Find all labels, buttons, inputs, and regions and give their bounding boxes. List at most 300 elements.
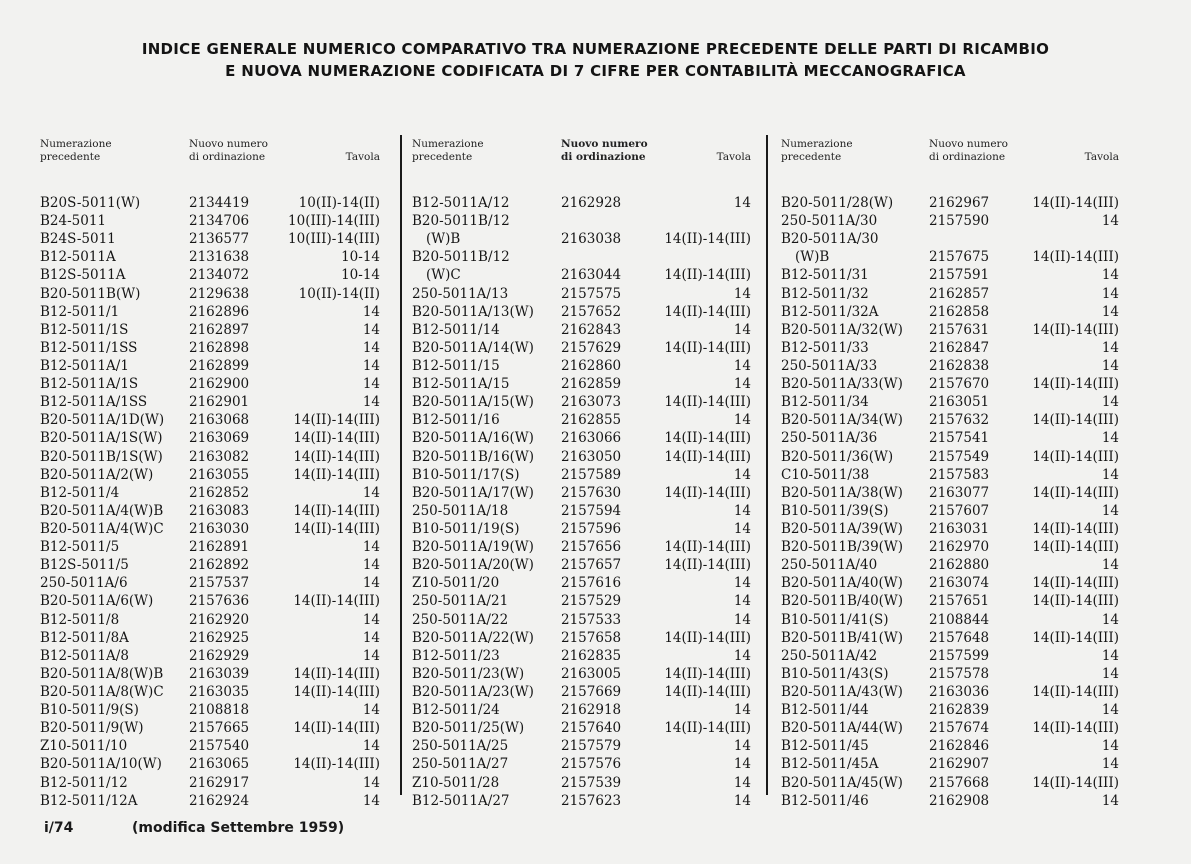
tavola-reference: 10-14: [341, 267, 380, 284]
table-row: [412, 375, 751, 393]
table-row: [40, 466, 380, 484]
table-row: [412, 212, 751, 230]
new-order-number: 2157589: [561, 466, 622, 483]
old-part-number: B20-5011A/4(W)B: [40, 502, 164, 519]
tavola-reference: 14(II)-14(III): [1032, 629, 1119, 646]
table-row: [412, 574, 751, 592]
old-part-number: 250-5011A/13: [412, 285, 509, 302]
table-row: [412, 448, 751, 466]
old-part-number: B20-5011/9(W): [40, 720, 144, 737]
table-row: [412, 556, 751, 574]
new-order-number: 2162892: [189, 557, 250, 574]
tavola-reference: 14: [362, 557, 380, 574]
tavola-reference: 14: [1101, 502, 1119, 519]
index-rows: [781, 194, 1119, 810]
new-order-number: 2157656: [561, 539, 622, 556]
old-part-number: B12-5011/46: [781, 792, 869, 809]
new-order-number: 2162859: [561, 376, 622, 393]
tavola-reference: 14(II)-14(III): [1032, 683, 1119, 700]
revision-note: (modifica Settembre 1959): [132, 820, 345, 836]
old-part-number: 250-5011A/18: [412, 502, 509, 519]
tavola-reference: 14(II)-14(III): [664, 303, 751, 320]
tavola-reference: 14: [733, 502, 751, 519]
tavola-reference: 14(II)-14(III): [664, 448, 751, 465]
tavola-reference: 14: [1101, 267, 1119, 284]
old-part-number: B10-5011/41(S): [781, 611, 889, 628]
table-row: [40, 266, 380, 284]
header-new-number: Nuovo numero di ordinazione: [561, 138, 648, 163]
tavola-reference: 14(II)-14(III): [293, 520, 380, 537]
index-column-3: [781, 138, 1119, 810]
old-part-number: B12-5011/4: [40, 484, 120, 501]
table-row: [781, 737, 1119, 755]
table-row: [40, 194, 380, 212]
tavola-reference: 14(II)-14(III): [664, 430, 751, 447]
tavola-reference: 14(II)-14(III): [293, 502, 380, 519]
tavola-reference: 14: [1101, 647, 1119, 664]
old-part-number: B10-5011/9(S): [40, 702, 139, 719]
new-order-number: 2162838: [929, 357, 990, 374]
new-order-number: 2157590: [929, 213, 990, 230]
tavola-reference: 14: [1101, 466, 1119, 483]
table-row: [781, 755, 1119, 773]
table-row: [412, 701, 751, 719]
new-order-number: 2157665: [189, 720, 250, 737]
header-new-number: Nuovo numero di ordinazione: [929, 138, 1008, 163]
table-row: [40, 411, 380, 429]
new-order-number: 2163035: [189, 683, 250, 700]
old-part-number: B12-5011/24: [412, 702, 500, 719]
old-part-number: B12-5011A/1: [40, 357, 129, 374]
table-row: [412, 629, 751, 647]
tavola-reference: 14(II)-14(III): [1032, 195, 1119, 211]
tavola-reference: 14(II)-14(III): [293, 593, 380, 610]
index-rows: [412, 194, 751, 810]
old-part-number: B20-5011A/1D(W): [40, 412, 165, 429]
table-row: [781, 321, 1119, 339]
new-order-number: 2162846: [929, 738, 990, 755]
new-order-number: 2163030: [189, 520, 250, 537]
new-order-number: 2163073: [561, 394, 622, 411]
table-row: [40, 303, 380, 321]
old-part-number: 250-5011A/42: [781, 647, 878, 664]
new-order-number: 2136577: [189, 231, 250, 248]
tavola-reference: 14(II)-14(III): [1032, 484, 1119, 501]
table-row: [781, 285, 1119, 303]
tavola-reference: 14(II)-14(III): [1032, 376, 1119, 393]
table-row: [781, 339, 1119, 357]
table-row: [40, 755, 380, 773]
new-order-number: 2162855: [561, 412, 622, 429]
table-row: [781, 194, 1119, 212]
new-order-number: 2163005: [561, 665, 622, 682]
tavola-reference: 10(III)-14(III): [288, 213, 380, 230]
tavola-reference: 14: [733, 756, 751, 773]
old-part-number: B20-5011A/17(W): [412, 484, 534, 501]
table-row: [40, 357, 380, 375]
old-part-number: B12-5011/31: [781, 267, 869, 284]
old-part-number: B12S-5011A: [40, 267, 126, 284]
old-part-number: B10-5011/39(S): [781, 502, 889, 519]
new-order-number: 2163082: [189, 448, 250, 465]
table-row: [781, 574, 1119, 592]
old-part-number: 250-5011A/40: [781, 557, 878, 574]
tavola-reference: 14(II)-14(III): [1032, 249, 1119, 266]
tavola-reference: 14: [1101, 213, 1119, 230]
old-part-number: B20-5011A/20(W): [412, 557, 534, 574]
tavola-reference: 14: [733, 412, 751, 429]
new-order-number: 2157616: [561, 575, 622, 592]
tavola-reference: 14(II)-14(III): [664, 629, 751, 646]
tavola-reference: 14: [1101, 702, 1119, 719]
tavola-reference: 14(II)-14(III): [664, 339, 751, 356]
table-row: [781, 774, 1119, 792]
old-part-number: B20-5011/36(W): [781, 448, 894, 465]
old-part-number: B12-5011/23: [412, 647, 500, 664]
tavola-reference: 14(II)-14(III): [664, 683, 751, 700]
old-part-number: B20-5011A/40(W): [781, 575, 903, 592]
old-part-number: B20-5011B(W): [40, 285, 141, 302]
tavola-reference: 14: [733, 647, 751, 664]
table-row: [412, 683, 751, 701]
old-part-number: B10-5011/19(S): [412, 520, 520, 537]
tavola-reference: 14: [362, 339, 380, 356]
new-order-number: 2157579: [561, 738, 622, 755]
new-order-number: 2157607: [929, 502, 990, 519]
new-order-number: 2162907: [929, 756, 990, 773]
new-order-number: 2163069: [189, 430, 250, 447]
tavola-reference: 14: [362, 629, 380, 646]
old-part-number: B12-5011/1: [40, 303, 120, 320]
old-part-number: 250-5011A/33: [781, 357, 878, 374]
tavola-reference: 14(II)-14(III): [664, 231, 751, 248]
old-part-number: B20-5011A/34(W): [781, 412, 903, 429]
tavola-reference: 14: [362, 774, 380, 791]
old-part-number: B20-5011A/8(W)C: [40, 683, 164, 700]
old-part-number: B24S-5011: [40, 231, 116, 248]
new-order-number: 2157674: [929, 720, 990, 737]
new-order-number: 2163051: [929, 394, 990, 411]
new-order-number: 2163065: [189, 756, 250, 773]
tavola-reference: 14: [1101, 738, 1119, 755]
tavola-reference: 14(II)-14(III): [293, 430, 380, 447]
old-part-number: B20-5011/25(W): [412, 720, 525, 737]
new-order-number: 2157576: [561, 756, 622, 773]
old-part-number: B20-5011A/23(W): [412, 683, 534, 700]
new-order-number: 2108844: [929, 611, 990, 628]
table-row: [412, 792, 751, 810]
table-row: [412, 411, 751, 429]
tavola-reference: 14: [1101, 430, 1119, 447]
table-row: [40, 592, 380, 610]
tavola-reference: 14: [733, 738, 751, 755]
tavola-reference: 14(II)-14(III): [664, 720, 751, 737]
tavola-reference: 14: [362, 357, 380, 374]
old-part-number: 250-5011A/21: [412, 593, 509, 610]
old-part-number: B10-5011/43(S): [781, 665, 889, 682]
tavola-reference: 14(II)-14(III): [1032, 774, 1119, 791]
table-row: [412, 466, 751, 484]
old-part-number: B12-5011/5: [40, 539, 120, 556]
table-row: [412, 737, 751, 755]
table-row: [412, 755, 751, 773]
table-row: [40, 538, 380, 556]
tavola-reference: 14(II)-14(III): [1032, 720, 1119, 737]
header-tavola: Tavola: [716, 151, 751, 163]
old-part-number: B20-5011B/40(W): [781, 593, 904, 610]
table-row: [781, 429, 1119, 447]
new-order-number: 2163031: [929, 520, 990, 537]
table-row: [40, 556, 380, 574]
tavola-reference: 14(II)-14(III): [1032, 520, 1119, 537]
new-order-number: 2163066: [561, 430, 622, 447]
new-order-number: 2162899: [189, 357, 250, 374]
table-row: [781, 647, 1119, 665]
table-row: [40, 647, 380, 665]
table-row: [781, 393, 1119, 411]
old-part-number: B20-5011/23(W): [412, 665, 525, 682]
old-part-number: 250-5011A/27: [412, 756, 509, 773]
old-part-number: B12-5011/8: [40, 611, 120, 628]
old-part-number: B12-5011/16: [412, 412, 500, 429]
new-order-number: 2162880: [929, 557, 990, 574]
old-part-number: B20-5011A/13(W): [412, 303, 534, 320]
new-order-number: 2157583: [929, 466, 990, 483]
tavola-reference: 14(II)-14(III): [664, 394, 751, 411]
new-order-number: 2163083: [189, 502, 250, 519]
tavola-reference: 10(III)-14(III): [288, 231, 380, 248]
table-row: [40, 429, 380, 447]
new-order-number: 2162924: [189, 792, 250, 809]
tavola-reference: 14: [733, 466, 751, 483]
table-row: [40, 484, 380, 502]
new-order-number: 2157629: [561, 339, 622, 356]
table-row: [40, 611, 380, 629]
tavola-reference: 14: [362, 484, 380, 501]
tavola-reference: 14(II)-14(III): [664, 665, 751, 682]
old-part-number: B20-5011A/6(W): [40, 593, 154, 610]
new-order-number: 2157651: [929, 593, 990, 610]
new-order-number: 2162891: [189, 539, 250, 556]
new-order-number: 2134706: [189, 213, 250, 230]
old-part-number: B20-5011B/41(W): [781, 629, 904, 646]
old-part-number: B20-5011A/19(W): [412, 539, 534, 556]
new-order-number: 2162970: [929, 539, 990, 556]
tavola-reference: 14(II)-14(III): [1032, 575, 1119, 592]
old-part-number: B20-5011A/32(W): [781, 321, 903, 338]
table-row: [781, 719, 1119, 737]
new-order-number: 2157657: [561, 557, 622, 574]
tavola-reference: 14: [733, 357, 751, 374]
table-row: [40, 683, 380, 701]
new-order-number: 2157636: [189, 593, 250, 610]
tavola-reference: 14(II)-14(III): [293, 756, 380, 773]
new-order-number: 2157537: [189, 575, 250, 592]
new-order-number: 2157591: [929, 267, 990, 284]
column-header: [412, 138, 751, 194]
table-row: [781, 448, 1119, 466]
table-row: [781, 466, 1119, 484]
new-order-number: 2163077: [929, 484, 990, 501]
old-part-number: B20-5011B/16(W): [412, 448, 535, 465]
new-order-number: 2157670: [929, 376, 990, 393]
tavola-reference: 14: [733, 376, 751, 393]
old-part-number: B20-5011A/14(W): [412, 339, 534, 356]
old-part-number: B20-5011A/30: [781, 231, 879, 248]
old-part-number: B20-5011A/2(W): [40, 466, 154, 483]
table-row: [412, 502, 751, 520]
old-part-number: B12-5011A/12: [412, 195, 510, 211]
table-row: [412, 285, 751, 303]
table-row: [40, 230, 380, 248]
tavola-reference: 10(II)-14(II): [298, 195, 380, 211]
header-old-number: Numerazione precedente: [781, 138, 853, 163]
table-row: [40, 701, 380, 719]
old-part-number: B20-5011A/45(W): [781, 774, 903, 791]
tavola-reference: 14: [362, 611, 380, 628]
old-part-number: 250-5011A/6: [40, 575, 128, 592]
tavola-reference: 14: [362, 738, 380, 755]
old-part-number: B12-5011/12A: [40, 792, 138, 809]
table-row: [412, 774, 751, 792]
old-part-number: B20-5011A/44(W): [781, 720, 903, 737]
table-row: [781, 248, 1119, 266]
old-part-number: B12-5011A/15: [412, 376, 510, 393]
tavola-reference: 14: [362, 539, 380, 556]
table-row: [40, 574, 380, 592]
new-order-number: 2162929: [189, 647, 250, 664]
new-order-number: 2157599: [929, 647, 990, 664]
table-row: [781, 212, 1119, 230]
index-column-1: [40, 138, 380, 810]
tavola-reference: 14(II)-14(III): [1032, 412, 1119, 429]
new-order-number: 2163074: [929, 575, 990, 592]
tavola-reference: 14(II)-14(III): [293, 466, 380, 483]
old-part-number: B20-5011A/38(W): [781, 484, 903, 501]
table-row: [40, 321, 380, 339]
new-order-number: 2162897: [189, 321, 250, 338]
table-row: [40, 502, 380, 520]
table-row: [781, 266, 1119, 284]
tavola-reference: 14: [733, 285, 751, 302]
table-row: [412, 194, 751, 212]
tavola-reference: 14(II)-14(III): [1032, 539, 1119, 556]
new-order-number: 2162920: [189, 611, 250, 628]
table-row: [40, 339, 380, 357]
old-part-number: 250-5011A/25: [412, 738, 509, 755]
new-order-number: 2157529: [561, 593, 622, 610]
old-part-number: B20-5011A/8(W)B: [40, 665, 164, 682]
new-order-number: 2162847: [929, 339, 990, 356]
tavola-reference: 14: [1101, 792, 1119, 809]
table-row: [781, 230, 1119, 248]
old-part-number: B12-5011/45: [781, 738, 869, 755]
tavola-reference: 10-14: [341, 249, 380, 266]
table-row: [40, 375, 380, 393]
table-row: [40, 393, 380, 411]
new-order-number: 2131638: [189, 249, 250, 266]
old-part-number: C10-5011/38: [781, 466, 870, 483]
tavola-reference: 14: [362, 321, 380, 338]
table-row: [412, 339, 751, 357]
new-order-number: 2162896: [189, 303, 250, 320]
tavola-reference: 10(II)-14(II): [298, 285, 380, 302]
old-part-number: 250-5011A/36: [781, 430, 878, 447]
new-order-number: 2157669: [561, 683, 622, 700]
new-order-number: 2157630: [561, 484, 622, 501]
table-row: [412, 611, 751, 629]
new-order-number: 2162898: [189, 339, 250, 356]
tavola-reference: 14: [362, 303, 380, 320]
tavola-reference: 14: [733, 774, 751, 791]
tavola-reference: 14(II)-14(III): [293, 448, 380, 465]
old-part-number: B20-5011A/15(W): [412, 394, 534, 411]
old-part-number: B20-5011A/4(W)C: [40, 520, 164, 537]
new-order-number: 2163055: [189, 466, 250, 483]
old-part-number: B10-5011/17(S): [412, 466, 520, 483]
table-row: [412, 647, 751, 665]
old-part-number: B12-5011A/27: [412, 792, 510, 809]
table-row: [781, 484, 1119, 502]
new-order-number: 2163044: [561, 267, 622, 284]
table-row: [40, 737, 380, 755]
old-part-number: Z10-5011/20: [412, 575, 500, 592]
column-divider-2: [766, 135, 768, 795]
table-row: [781, 611, 1119, 629]
table-row: [781, 683, 1119, 701]
old-part-number: B20-5011B/12: [412, 249, 510, 266]
table-row: [412, 429, 751, 447]
tavola-reference: 14(II)-14(III): [293, 720, 380, 737]
column-divider-1: [400, 135, 402, 795]
new-order-number: 2162925: [189, 629, 250, 646]
tavola-reference: 14(II)-14(III): [1032, 321, 1119, 338]
table-row: [412, 357, 751, 375]
new-order-number: 2162901: [189, 394, 250, 411]
table-row: [40, 285, 380, 303]
new-order-number: 2162852: [189, 484, 250, 501]
tavola-reference: 14: [362, 394, 380, 411]
new-order-number: 2157652: [561, 303, 622, 320]
old-part-number: B20-5011A/33(W): [781, 376, 903, 393]
new-order-number: 2162928: [561, 195, 622, 211]
tavola-reference: 14: [1101, 285, 1119, 302]
table-row: [781, 629, 1119, 647]
new-order-number: 2157539: [561, 774, 622, 791]
old-part-number: B12-5011/12: [40, 774, 128, 791]
new-order-number: 2163068: [189, 412, 250, 429]
table-row: [412, 393, 751, 411]
table-row: [40, 792, 380, 810]
tavola-reference: 14(II)-14(III): [293, 665, 380, 682]
old-part-number: (W)B: [426, 231, 461, 248]
tavola-reference: 14: [1101, 303, 1119, 320]
tavola-reference: 14: [362, 702, 380, 719]
tavola-reference: 14: [733, 575, 751, 592]
new-order-number: 2157632: [929, 412, 990, 429]
old-part-number: B20-5011A/10(W): [40, 756, 162, 773]
table-row: [781, 592, 1119, 610]
table-row: [781, 556, 1119, 574]
page-title-line-2: E NUOVA NUMERAZIONE CODIFICATA DI 7 CIFRE PER CONTABILITÀ MECCANOGRAFICA: [225, 62, 966, 80]
page-title-line-1: INDICE GENERALE NUMERICO COMPARATIVO TRA NUMERAZIONE PRECEDENTE DELLE PARTI DI RICAMBIO: [141, 40, 1050, 58]
new-order-number: 2157675: [929, 249, 990, 266]
new-order-number: 2163050: [561, 448, 622, 465]
table-row: [781, 665, 1119, 683]
new-order-number: 2129638: [189, 285, 250, 302]
table-row: [40, 448, 380, 466]
new-order-number: 2157640: [561, 720, 622, 737]
